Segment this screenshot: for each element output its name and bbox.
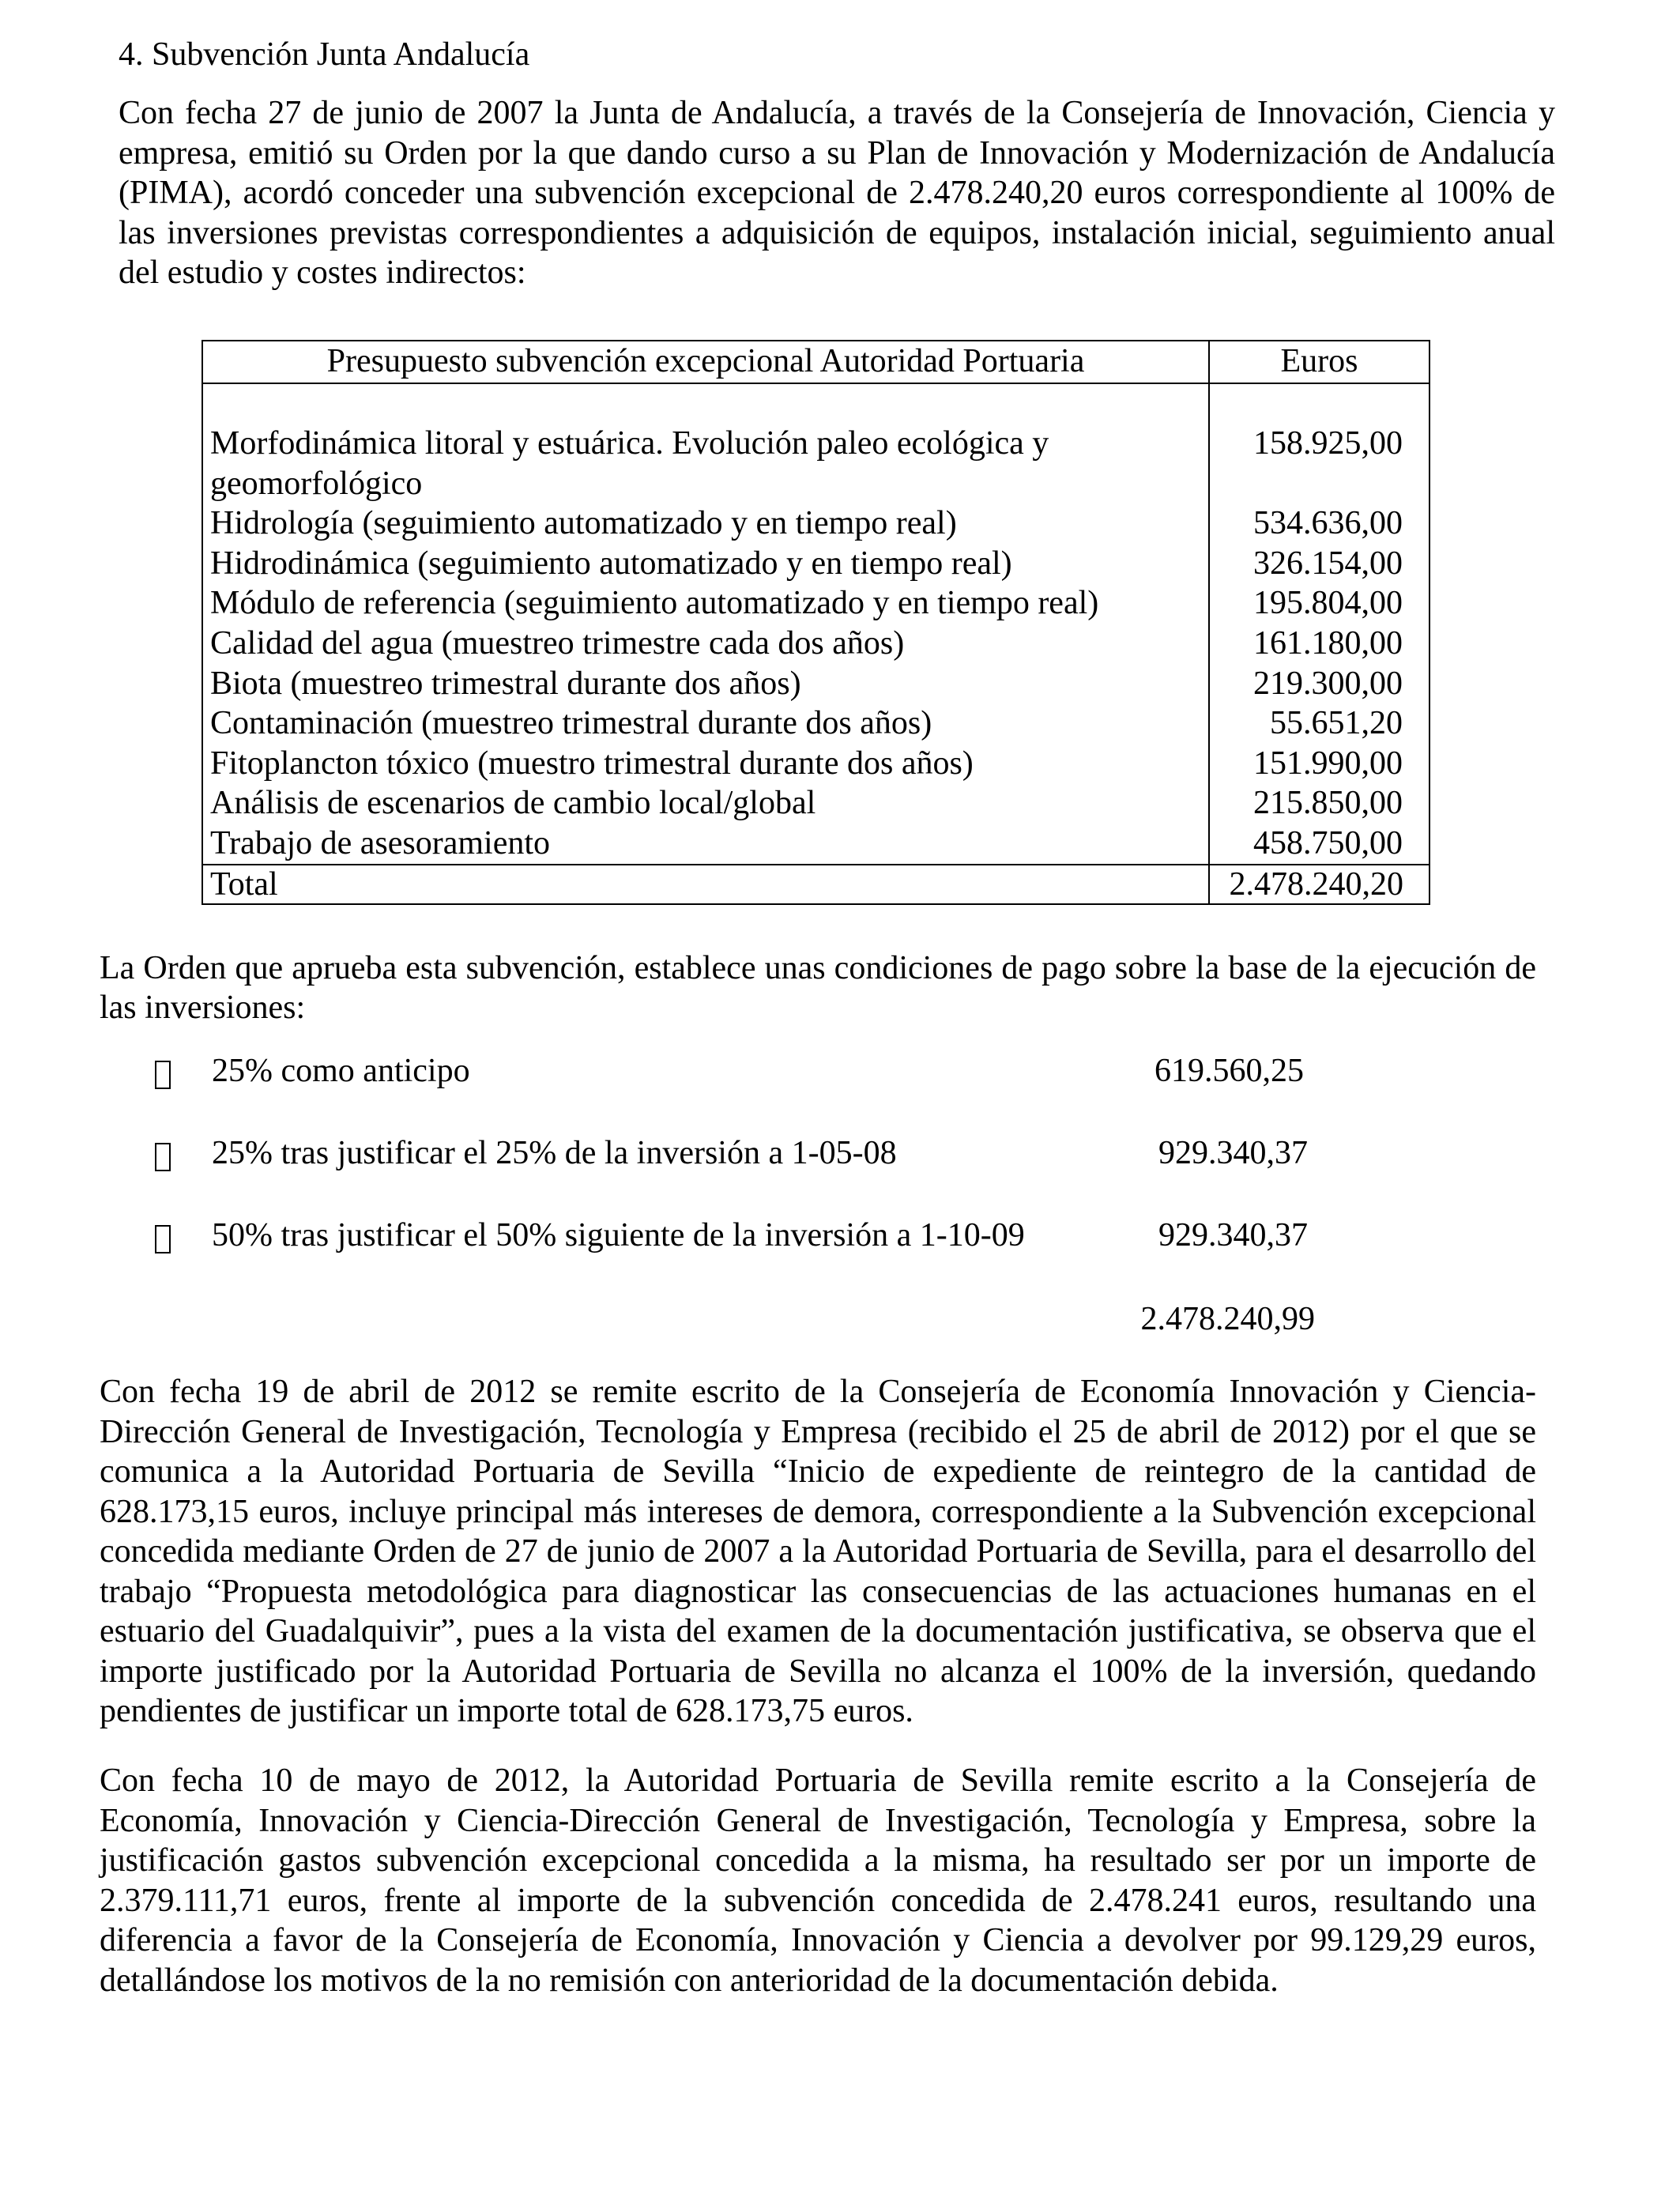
budget-amount: 55.651,20 bbox=[1209, 703, 1430, 744]
budget-concept: Biota (muestreo trimestral durante dos años) bbox=[202, 664, 1209, 704]
budget-concept: Contaminación (muestreo trimestral durante dos años) bbox=[202, 703, 1209, 744]
budget-row bbox=[202, 824, 1430, 865]
budget-concept: Hidrología (seguimiento automatizado y en tiempo real) bbox=[202, 503, 1209, 544]
budget-header-concept: Presupuesto subvención excepcional Autoridad Portuaria bbox=[202, 341, 1209, 383]
budget-total-row bbox=[202, 865, 1430, 904]
budget-table-header bbox=[202, 341, 1430, 383]
budget-row bbox=[202, 583, 1430, 624]
payment-total: 2.478.240,99 bbox=[1140, 1301, 1315, 1337]
payment-item-label: 50% tras justificar el 50% siguiente de la inversión a 1-10-09 bbox=[212, 1217, 1025, 1253]
payment-item-amount: 929.340,37 bbox=[1158, 1135, 1308, 1171]
paragraph-justificacion: Con fecha 10 de mayo de 2012, la Autoridad Portuaria de Sevilla remite escrito a la Consejería de Economía, Innovación y Ciencia-Dirección General de Investigación, Tecnología y Empresa, sobre la justificación gastos subvención excepcional concedida a la misma, ha resultado ser por un importe de 2.379.111,71 euros, frente al importe de la subvención concedida de 2.478.241 euros, resultando una diferencia a favor de la Consejería de Economía, Innovación y Ciencia a devolver por 99.129,29 euros, detallándose los motivos de la no remisión con anterioridad de la documentación debida. bbox=[100, 1762, 1536, 1999]
budget-concept: Calidad del agua (muestreo trimestre cada dos años) bbox=[202, 624, 1209, 664]
payment-item-amount: 929.340,37 bbox=[1158, 1217, 1308, 1253]
budget-total-amount: 2.478.240,20 bbox=[1209, 865, 1430, 904]
budget-amount: 326.154,00 bbox=[1209, 544, 1430, 584]
missing-glyph-icon bbox=[155, 1061, 171, 1089]
payment-item-amount: 619.560,25 bbox=[1155, 1053, 1304, 1089]
intro-paragraph: Con fecha 27 de junio de 2007 la Junta de Andalucía, a través de la Consejería de Innovación, Ciencia y empresa, emitió su Orden por la que dando curso a su Plan de Innovación y Modernización de Andalucía (PIMA), acordó conceder una subvención excepcional de 2.478.240,20 euros correspondiente al 100% de las inversiones previstas correspondientes a adquisición de equipos, instalación inicial, seguimiento anual del estudio y costes indirectos: bbox=[119, 95, 1555, 292]
paragraph-reintegro: Con fecha 19 de abril de 2012 se remite escrito de la Consejería de Economía Innovación y Ciencia-Dirección General de Investigación, Tecnología y Empresa (recibido el 25 de abril de 2012) por el que se comunica a la Autoridad Portuaria de Sevilla “Inicio de expediente de reintegro de la cantidad de 628.173,15 euros, incluye principal más intereses de demora, correspondiente a la Subvención excepcional concedida mediante Orden de 27 de junio de 2007 a la Autoridad Portuaria de Sevilla, para el desarrollo del trabajo “Propuesta metodológica para diagnosticar las consecuencias de las actuaciones humanas en el estuario del Guadalquivir”, pues a la vista del examen de la documentación justificativa, se observa que el importe justificado por la Autoridad Portuaria de Sevilla no alcanza el 100% de la inversión, quedando pendientes de justificar un importe total de 628.173,75 euros. bbox=[100, 1374, 1536, 1729]
payment-item-label: 25% tras justificar el 25% de la inversión a 1-05-08 bbox=[212, 1135, 897, 1171]
budget-spacer-row bbox=[202, 383, 1430, 424]
section-title: 4. Subvención Junta Andalucía bbox=[119, 36, 530, 73]
budget-header-amount: Euros bbox=[1209, 341, 1430, 383]
budget-concept: Trabajo de asesoramiento bbox=[202, 824, 1209, 865]
budget-concept: Fitoplancton tóxico (muestro trimestral durante dos años) bbox=[202, 744, 1209, 784]
budget-row bbox=[202, 703, 1430, 744]
budget-row bbox=[202, 424, 1430, 503]
budget-row bbox=[202, 624, 1430, 664]
budget-amount: 215.850,00 bbox=[1209, 783, 1430, 824]
budget-row bbox=[202, 503, 1430, 544]
budget-amount: 458.750,00 bbox=[1209, 824, 1430, 865]
budget-row bbox=[202, 544, 1430, 584]
budget-amount: 534.636,00 bbox=[1209, 503, 1430, 544]
budget-concept: Hidrodinámica (seguimiento automatizado y en tiempo real) bbox=[202, 544, 1209, 584]
budget-total-label: Total bbox=[202, 865, 1209, 904]
budget-amount: 195.804,00 bbox=[1209, 583, 1430, 624]
budget-amount: 151.990,00 bbox=[1209, 744, 1430, 784]
budget-amount: 161.180,00 bbox=[1209, 624, 1430, 664]
budget-concept: Módulo de referencia (seguimiento automatizado y en tiempo real) bbox=[202, 583, 1209, 624]
budget-row bbox=[202, 744, 1430, 784]
payment-intro: La Orden que aprueba esta subvención, establece unas condiciones de pago sobre la base de la ejecución de las inversiones: bbox=[100, 950, 1536, 1026]
payment-item-label: 25% como anticipo bbox=[212, 1053, 470, 1089]
budget-concept: Análisis de escenarios de cambio local/global bbox=[202, 783, 1209, 824]
budget-concept: Morfodinámica litoral y estuárica. Evolución paleo ecológica y geomorfológico bbox=[202, 424, 1209, 503]
budget-row bbox=[202, 783, 1430, 824]
budget-amount: 219.300,00 bbox=[1209, 664, 1430, 704]
missing-glyph-icon bbox=[155, 1143, 171, 1171]
budget-row bbox=[202, 664, 1430, 704]
budget-table bbox=[202, 340, 1430, 905]
budget-amount: 158.925,00 bbox=[1209, 424, 1430, 503]
missing-glyph-icon bbox=[155, 1225, 171, 1253]
